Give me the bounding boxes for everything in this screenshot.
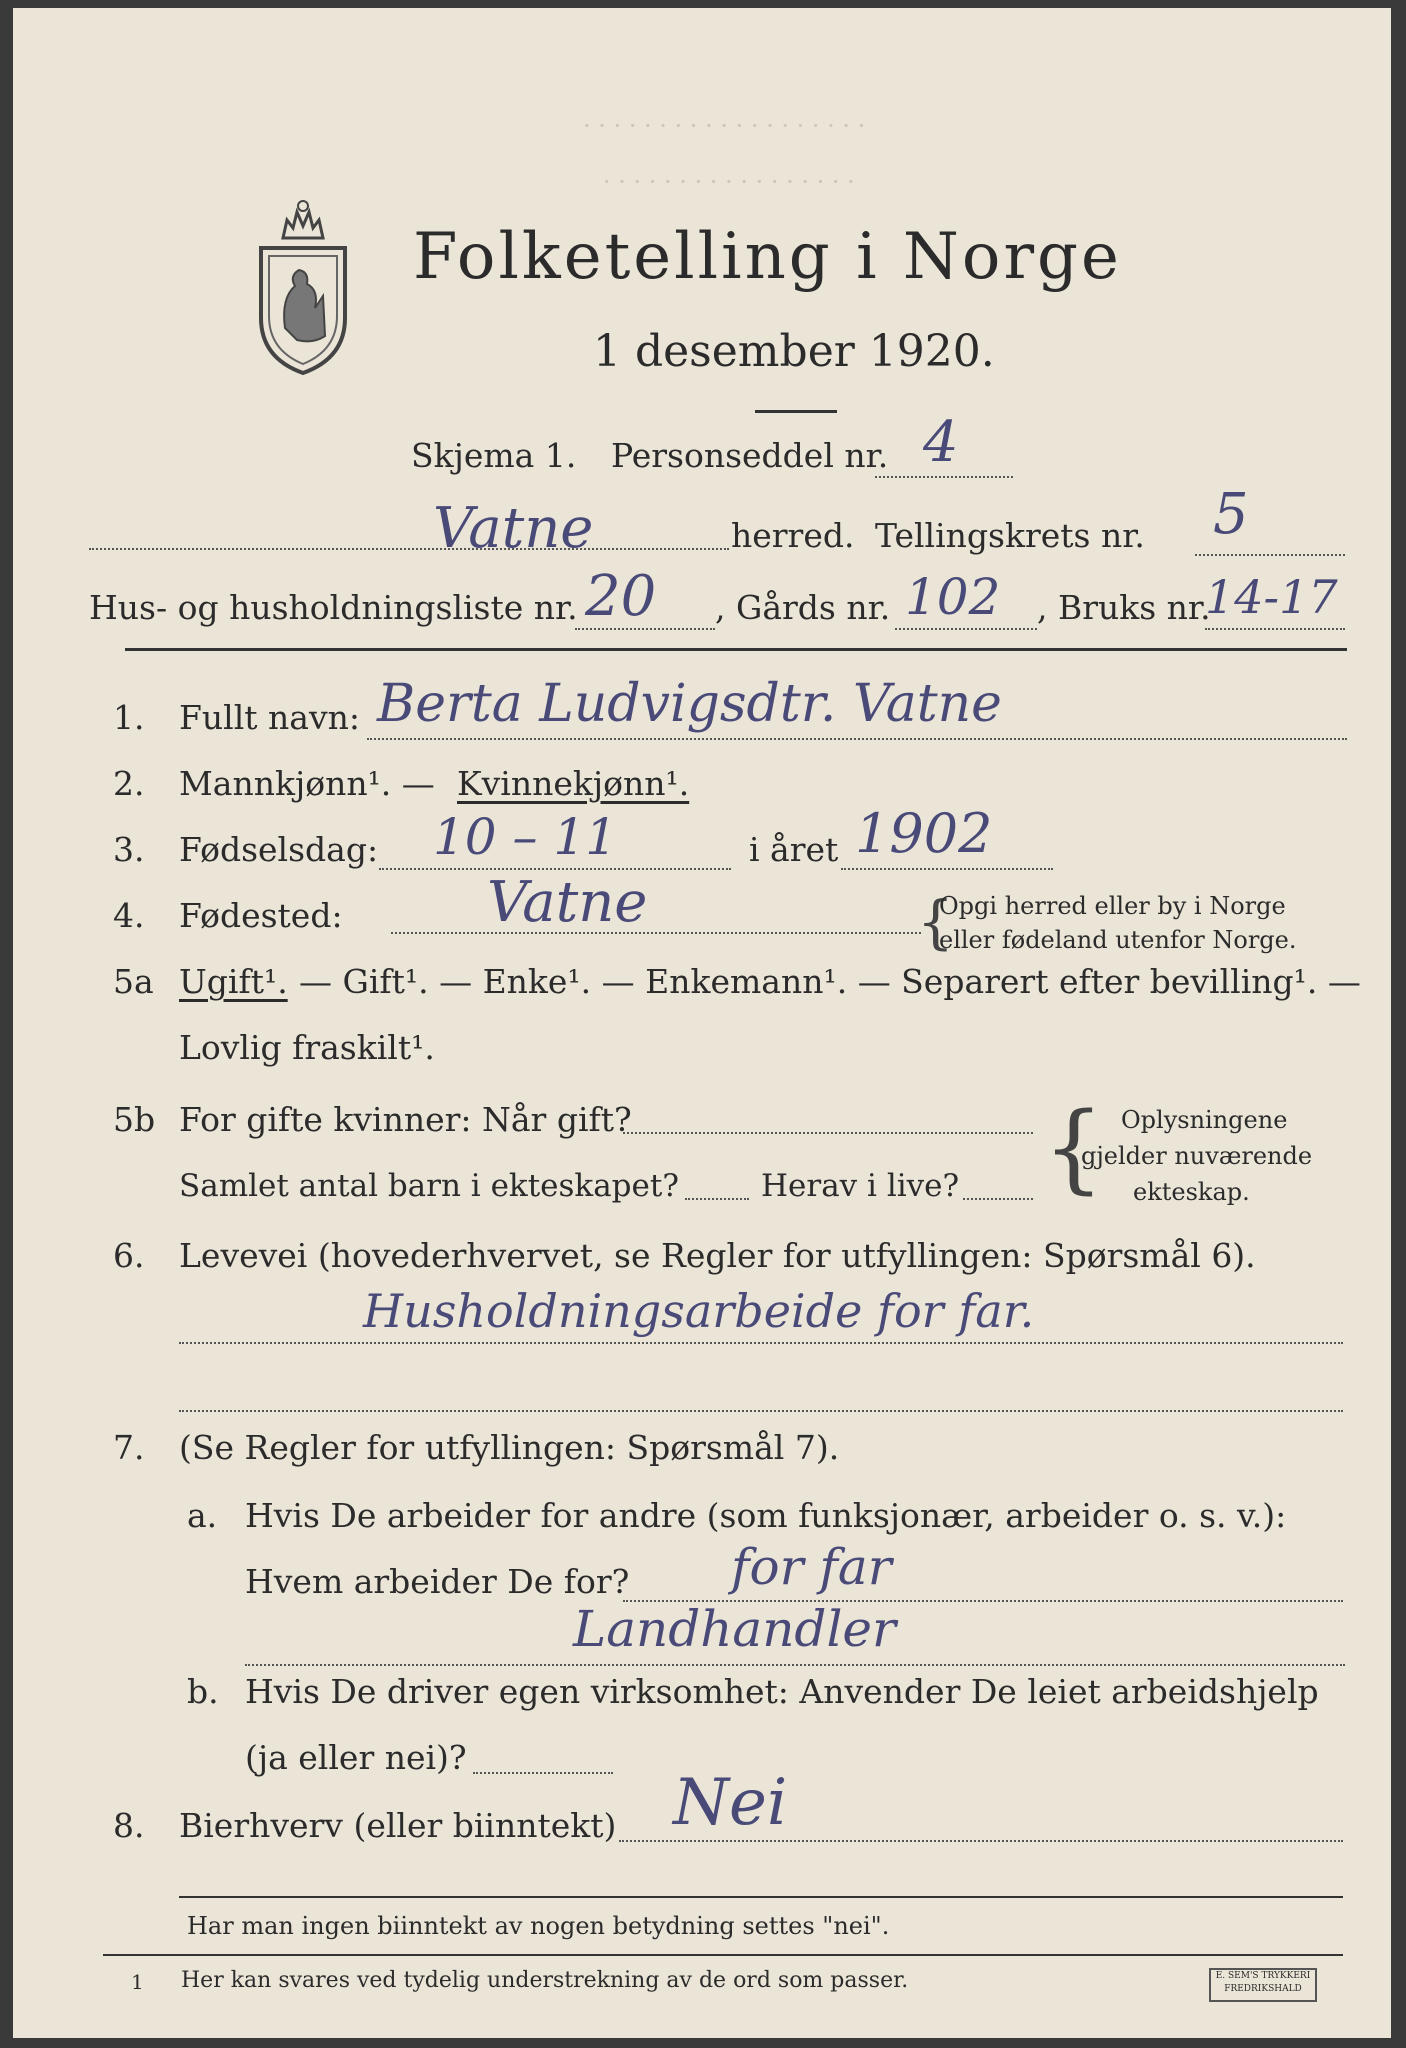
- q5b-line2b-dots: [963, 1198, 1033, 1200]
- q8-line: [619, 1840, 1343, 1842]
- personseddel-value: 4: [923, 410, 959, 475]
- q7a-employer: for far: [731, 1538, 892, 1596]
- q2-mannkjonn: Mannkjønn¹. —: [179, 764, 435, 803]
- q7b-line1: Hvis De driver egen virksomhet: Anvender De leiet arbeidshjelp: [245, 1672, 1319, 1711]
- herred-label: herred.: [731, 516, 855, 555]
- form-title: Folketelling i Norge: [413, 220, 1122, 294]
- q5a-fraskilt: Lovlig fraskilt¹.: [179, 1028, 435, 1067]
- footnote-mark: 1: [131, 1970, 144, 1994]
- q5b-brace: {: [1043, 1092, 1105, 1204]
- bleed-through-text: · · · · · · · · · · · · · · · · · · ·: [583, 112, 866, 140]
- q7-label: (Se Regler for utfyllingen: Spørsmål 7).: [179, 1428, 840, 1467]
- q5b-line2a: Samlet antal barn i ekteskapet?: [179, 1168, 679, 1204]
- q5b-note-line2: gjelder nuværende: [1081, 1142, 1313, 1170]
- q3-year-label: i året: [749, 830, 839, 869]
- bruks-value: 14-17: [1205, 570, 1338, 624]
- q8-value: Nei: [673, 1766, 788, 1840]
- q6-line2: [179, 1410, 1343, 1412]
- bottom-note: Har man ingen biinntekt av nogen betydning settes "nei".: [187, 1912, 890, 1940]
- q3-birth-year: 1902: [855, 802, 993, 865]
- bleed-through-text: · · · · · · · · · · · · · · · · ·: [603, 168, 855, 196]
- census-date: 1 desember 1920.: [593, 326, 995, 377]
- q7a-letter: a.: [187, 1496, 218, 1535]
- q5b-note-line3: ekteskap.: [1133, 1178, 1250, 1206]
- q4-birthplace: Vatne: [487, 870, 648, 935]
- q5b-line2a-dots: [685, 1198, 749, 1200]
- q4-line: [391, 932, 921, 934]
- printer-stamp: E. SEM'S TRYKKERI FREDRIKSHALD: [1209, 1968, 1317, 2002]
- q3-birthday: 10 – 11: [433, 808, 618, 866]
- q5a-options: — Gift¹. — Enke¹. — Enkemann¹. — Separert efter bevilling¹. —: [299, 962, 1361, 1001]
- bruks-line: [1205, 628, 1345, 630]
- herred-line: [89, 548, 729, 550]
- herred-value: Vatne: [433, 496, 594, 561]
- q5b-line1-dots: [623, 1132, 1033, 1134]
- skjema-label: Skjema 1.: [411, 436, 577, 475]
- q5a-number: 5a: [113, 962, 154, 1001]
- q3-label: Fødselsdag:: [179, 830, 379, 869]
- bruks-label: , Bruks nr.: [1037, 588, 1211, 627]
- q4-note-line1: Opgi herred eller by i Norge: [939, 892, 1286, 920]
- husholdningsliste-label: Hus- og husholdningsliste nr.: [89, 588, 578, 627]
- q6-number: 6.: [113, 1236, 145, 1275]
- bottom-rule: [179, 1896, 1343, 1898]
- q7-number: 7.: [113, 1428, 145, 1467]
- personseddel-label: Personseddel nr.: [611, 436, 889, 475]
- q7b-line2: (ja eller nei)?: [245, 1738, 467, 1777]
- tellingskrets-value: 5: [1213, 482, 1249, 547]
- q4-brace: {: [917, 888, 954, 956]
- q3-number: 3.: [113, 830, 145, 869]
- q7b-letter: b.: [187, 1672, 219, 1711]
- q7a-line1: Hvis De arbeider for andre (som funksjonær, arbeider o. s. v.):: [245, 1496, 1287, 1535]
- q7a-line2-dots: [245, 1664, 1345, 1666]
- q1-label: Fullt navn:: [179, 698, 360, 737]
- q7b-line-dots: [473, 1772, 613, 1774]
- q8-number: 8.: [113, 1806, 145, 1845]
- tellingskrets-label: Tellingskrets nr.: [875, 516, 1145, 555]
- q4-number: 4.: [113, 896, 145, 935]
- footnote-text: Her kan svares ved tydelig understrekning av de ord som passer.: [181, 1968, 909, 1993]
- tellingskrets-line: [1195, 554, 1345, 556]
- q1-number: 1.: [113, 698, 145, 737]
- q5a-ugift: Ugift¹.: [179, 962, 288, 1001]
- gards-label: , Gårds nr.: [715, 588, 891, 627]
- q7a-line2: Hvem arbeider De for?: [245, 1562, 630, 1601]
- q7a-employer-occupation: Landhandler: [573, 1600, 896, 1658]
- q1-full-name: Berta Ludvigsdtr. Vatne: [377, 674, 1002, 734]
- coat-of-arms-icon: [253, 168, 353, 378]
- q2-kvinnekjonn: Kvinnekjønn¹.: [457, 764, 690, 803]
- gards-value: 102: [905, 568, 1001, 626]
- q1-line: [367, 738, 1347, 740]
- q4-label: Fødested:: [179, 896, 343, 935]
- q5b-note-line1: Oplysningene: [1121, 1106, 1288, 1134]
- q4-note-line2: eller fødeland utenfor Norge.: [939, 926, 1297, 954]
- q5b-line2b: Herav i live?: [761, 1168, 960, 1204]
- title-divider: [755, 410, 837, 413]
- footnote-rule: [103, 1954, 1343, 1956]
- personseddel-line: [875, 476, 1013, 478]
- gards-line: [895, 628, 1037, 630]
- q6-occupation: Husholdningsarbeide for far.: [363, 1284, 1035, 1338]
- q6-label: Levevei (hovederhvervet, se Regler for utfyllingen: Spørsmål 6).: [179, 1236, 1256, 1275]
- q6-line1: [179, 1342, 1343, 1344]
- header-rule: [125, 648, 1347, 651]
- q8-label: Bierhverv (eller biinntekt): [179, 1806, 617, 1845]
- q5b-line1: For gifte kvinner: Når gift?: [179, 1100, 632, 1139]
- census-form: [13, 8, 1391, 2038]
- q5b-number: 5b: [113, 1100, 156, 1139]
- q2-number: 2.: [113, 764, 145, 803]
- husholdningsliste-value: 20: [585, 564, 657, 629]
- q3-year-line: [841, 868, 1053, 870]
